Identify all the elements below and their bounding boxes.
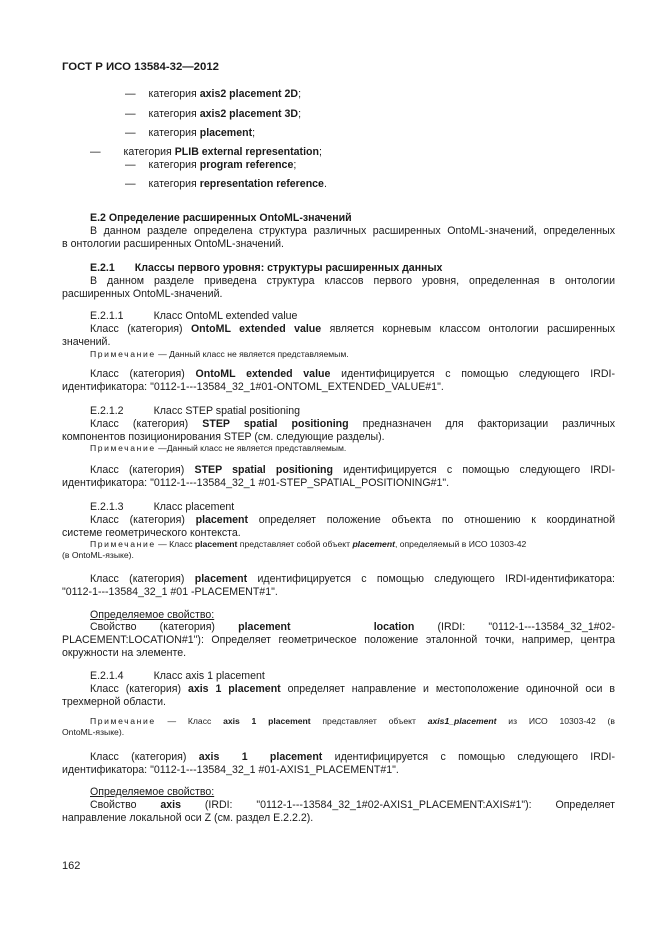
defined-property-heading: Определяемое свойство: [90,786,215,798]
paragraph: В данном разделе определена структура различных расширенных OntoML-значений, определенных в онтологии расширенных OntoML-значений. [62,225,615,250]
list-item: — категория placement; [125,127,256,139]
note: Примечание — Класс axis 1 placement представляет объект axis1_placement из ИСО 10303-42 (в OntoML-языке). [62,716,615,737]
list-item: — категория axis2 placement 3D; [125,108,302,120]
section-heading: E.2 Определение расширенных OntoML-значений [90,212,352,224]
note: Примечание — Данный класс не является представляемым. [90,349,349,359]
page-number: 162 [62,860,81,872]
note: Примечание —Данный класс не является представляемым. [90,443,347,453]
paragraph: Свойство axis (IRDI: "0112-1---13584_32_1#02-AXIS1_PLACEMENT:AXIS#1"): Определяет направление локальной оси Z (см. раздел E.2.2.2). [62,799,616,824]
paragraph: В данном разделе приведена структура классов первого уровня, определенная в онтологии расширенных OntoML-значений. [62,275,615,300]
defined-property-heading: Определяемое свойство: [90,609,215,621]
document-header: ГОСТ Р ИСО 13584-32—2012 [62,61,220,73]
paragraph: Класс (категория) placement идентифицируется с помощью следующего IRDI-идентификатора: "0112-1---13584_32_1 #01 -PLACEMENT#1". [62,573,615,598]
paragraph: Класс (категория) axis 1 placement идентифицируется с помощью следующего IRDI- идентификатора: "0112-1---13584_32_1 #01-AXIS1_PLACEMENT#1". [62,751,615,776]
paragraph: Класс (категория) axis 1 placement определяет направление и местоположение одиночной оси в трехмерной области. [62,683,615,708]
clause-heading: E.2.1.1 Класс OntoML extended value [90,310,298,322]
paragraph: Класс (категория) STEP spatial positioning идентифицируется с помощью следующего IRDI- идентификатора: "0112-1---13584_32_1 #01-STEP_SPATIAL_POSITIONING#1". [62,464,615,489]
paragraph: Класс (категория) STEP spatial positioning предназначен для факторизации различных компонентов позиционирования STEP (см. следующие разделы). [62,418,615,443]
note: Примечание — Класс placement представляет собой объект placement, определяемый в ИСО 10303-42 (в OntoML-языке). [62,539,527,560]
paragraph: Класс (категория) OntoML extended value является корневым классом онтологии расширенных значений. [62,323,615,348]
list-item: — категория axis2 placement 2D; [125,88,302,100]
paragraph: Свойство (категория) placement location (IRDI: "0112-1---13584_32_1#02- PLACEMENT:LOCATION#1"): Определяет геометрическое положение эталонной точки, например, центра окружности на элементе. [62,621,615,659]
clause-heading: E.2.1.4 Класс axis 1 placement [90,670,265,682]
subsection-heading: E.2.1 Классы первого уровня: структуры расширенных данных [90,262,443,274]
paragraph: Класс (категория) OntoML extended value идентифицируется с помощью следующего IRDI- идентификатора: "0112-1---13584_32_1#01-ONTOML_EXTENDED_VALUE#1". [62,368,615,393]
clause-heading: E.2.1.2 Класс STEP spatial positioning [90,405,300,417]
list-item: — категория PLIB external representation; [90,146,322,158]
list-item: — категория representation reference. [125,178,327,190]
clause-heading: E.2.1.3 Класс placement [90,501,235,513]
paragraph: Класс (категория) placement определяет положение объекта по отношению к координатной системе геометрического контекста. [62,514,615,539]
list-item: — категория program reference; [125,159,297,171]
